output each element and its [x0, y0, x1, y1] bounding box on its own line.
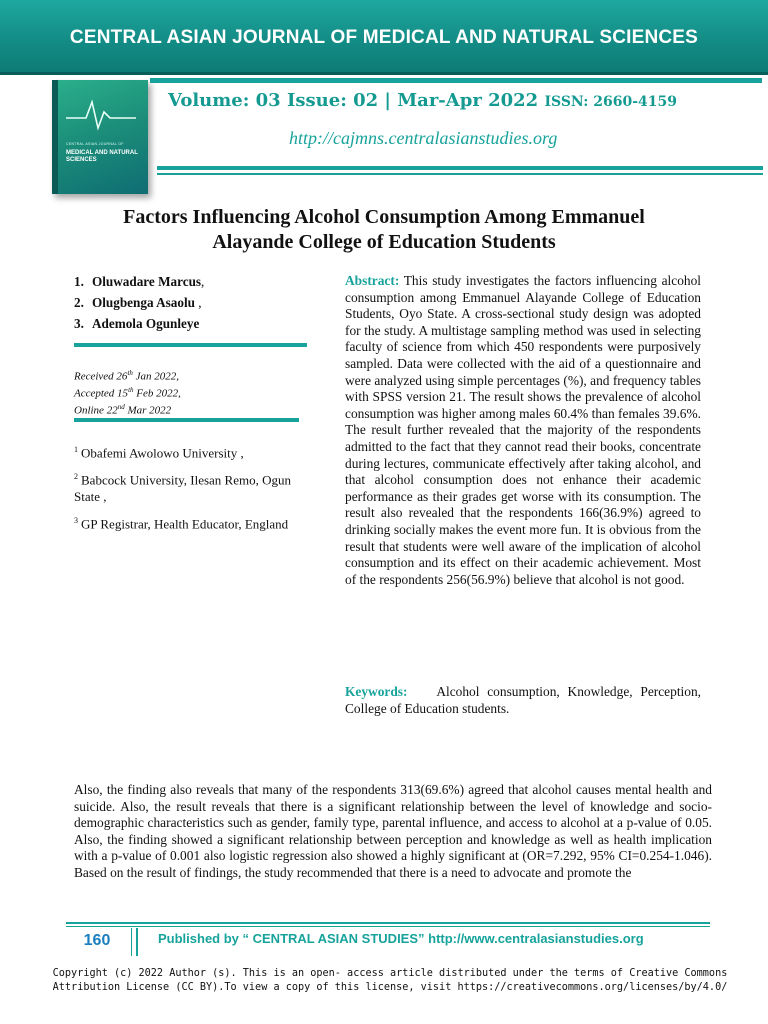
article-title — [60, 205, 708, 255]
author-number: 2. — [74, 295, 84, 310]
author-name: Oluwadare Marcus — [92, 274, 202, 289]
accepted-date: Accepted 15th Feb 2022, — [74, 386, 181, 400]
keywords — [345, 683, 701, 717]
keywords-text: Alcohol consumption, Knowledge, Perception, College of Education students. — [345, 684, 701, 716]
affiliation-item: $^1$ Obafemi Awolowo University , — [74, 445, 244, 461]
abstract — [345, 273, 701, 588]
page-number: 160 — [83, 932, 111, 949]
author-list — [74, 271, 324, 334]
author-suffix: , — [194, 295, 202, 310]
received-date: Received 26th Jan 2022, — [74, 369, 180, 383]
issn: ISSN: 2660-4159 — [544, 94, 678, 110]
divider-bar — [74, 418, 299, 422]
copyright-notice — [40, 967, 740, 995]
footer-rule-thin — [66, 926, 710, 927]
author-item — [74, 271, 324, 292]
article-dates — [74, 367, 304, 418]
journal-name: CENTRAL ASIAN JOURNAL OF MEDICAL AND NATURAL SCIENCES — [69, 27, 699, 48]
online-date: Online 22nd Mar 2022 — [74, 403, 172, 417]
publisher-link[interactable]: Published by “ CENTRAL ASIAN STUDIES” http://www.centralasianstudies.org — [158, 931, 644, 946]
copyright-line-2: Attribution License (CC BY).To view a copy of this license, visit https://creativecommons.org/licenses/by/4.0/ — [52, 982, 728, 993]
author-number: 3. — [74, 316, 84, 331]
author-number: 1. — [74, 274, 84, 289]
keywords-label: Keywords: — [345, 684, 408, 699]
header-rule-bottom-thin — [157, 173, 763, 175]
cover-title: MEDICAL AND NATURAL SCIENCES — [66, 150, 138, 163]
volume-line — [168, 90, 677, 111]
abstract-text: This study investigates the factors influencing alcohol consumption among Emmanuel Alayande College of Education Students, Oyo State. A cross-sectional study design was adopted for the study. A multistage sampling method was used in selecting faculty of science from which 450 respondents were purposively sampled. Data were collected with the aid of a questionnaire and were analyzed using simple percentages (%), and frequency tables with SPSS version 21. The result shows the prevalence of alcohol consumption was higher among males 60.4% than females 39.6%. The result further revealed that the majority of the respondents admitted to the fact that they cannot read their books, concentrate during lectures, communicate effectively after taking alcohol, and that alcohol consumption does not enhance their academic performance as their grades get worse with its consumption. The result also revealed that the respondents 166(36.9%) agreed to drinking socially makes the event more fun. It is obvious from the result that students were well aware of the implication of alcohol consumption and its effect on their academic achievement. Most of the respondents 256(56.9%) believe that alcohol is not good. — [345, 273, 701, 587]
affiliation-list — [74, 442, 316, 540]
author-item — [74, 292, 324, 313]
article-title-line-1: Factors Influencing Alcohol Consumption Among Emmanuel — [123, 206, 645, 228]
footer-rule — [66, 922, 710, 924]
header-rule-bottom — [157, 166, 763, 170]
author-item — [74, 313, 324, 334]
abstract-label: Abstract: — [345, 273, 400, 288]
article-title-line-2: Alayande College of Education Students — [212, 231, 556, 253]
header-rule-top — [150, 78, 762, 83]
cover-small-text: CENTRAL ASIAN JOURNAL OF — [66, 142, 124, 146]
journal-url-link[interactable]: http://cajmns.centralasianstudies.org — [289, 128, 558, 148]
author-suffix: , — [201, 274, 205, 289]
author-name: Ademola Ogunleye — [92, 316, 200, 331]
copyright-line-1: Copyright (c) 2022 Author (s). This is an open- access article distributed under the terms of Creative Commons — [52, 968, 728, 979]
affiliation-item: $^2$ Babcock University, Ilesan Remo, Ogun State , — [74, 472, 291, 504]
volume-issue: Volume: 03 Issue: 02 | Mar-Apr 2022 — [168, 90, 539, 111]
cover-spine — [52, 80, 58, 194]
journal-cover-image — [52, 80, 148, 194]
author-name: Olugbenga Asaolu — [92, 295, 195, 310]
affiliation-item: $^3$ GP Registrar, Health Educator, England — [74, 515, 289, 531]
heartbeat-icon — [66, 94, 136, 134]
divider-bar — [74, 343, 307, 347]
body-paragraph: Also, the finding also reveals that many of the respondents 313(69.6%) agreed that alcohol causes mental health and suicide. Also, the result reveals that there is a significant relationship between the level of knowledge and socio-demographic characteristics such as gender, family type, parental influence, and access to alcohol at a p-value of 0.05. Also, the finding showed a significant relationship between perception and knowledge as well as health implication with a p-value of 0.001 also logistic regression also showed a highly significant at (OR=7.292, 95% CI=0.254-1.046). Based on the result of findings, the study recommended that there is a need to advocate and promote the — [74, 782, 712, 880]
